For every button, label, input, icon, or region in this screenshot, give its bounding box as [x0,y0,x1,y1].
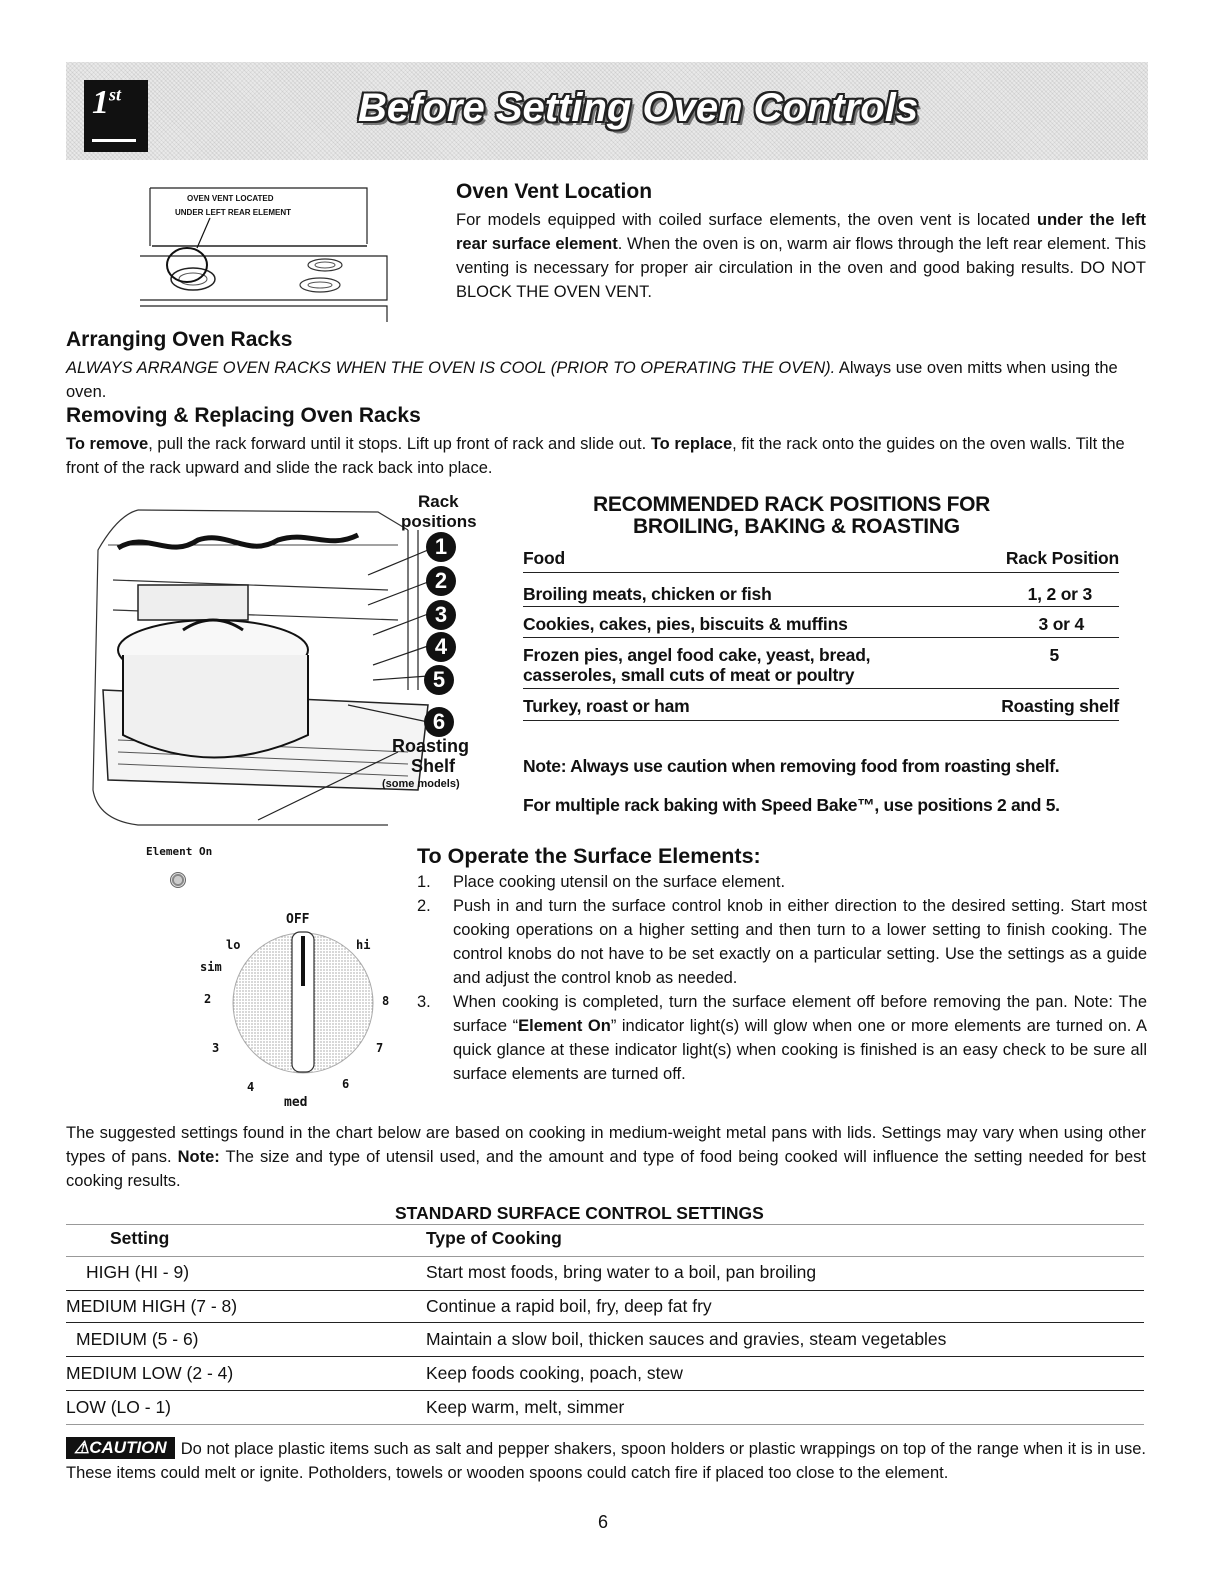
dial-3: 3 [212,1041,220,1055]
vent-caption-line2: UNDER LEFT REAR ELEMENT [175,208,291,217]
oven-vent-illustration [135,186,395,326]
suggested-settings-text: The suggested settings found in the chart below are based on cooking in medium-weight metal pans with lids. Settings may vary when using other types of pans. Note: The size and type of utensil used, and the amount and type of food being cooked will influence the setting needed for best cooking results. [66,1124,1146,1190]
element-on-indicator-icon [170,872,186,888]
dial-7: 7 [376,1041,384,1055]
standard-row: MEDIUM LOW (2 - 4) Keep foods cooking, poach, stew [66,1363,683,1383]
caution-badge: ⚠CAUTION [66,1437,175,1459]
element-on-label: Element On [146,845,213,858]
dial-off: OFF [286,912,310,927]
rack-position-4: 4 [426,632,456,662]
rack-position-2: 2 [426,566,456,596]
dial-sim: sim [200,960,222,974]
rack-position-6: 6 [424,707,454,737]
speed-bake-note: For multiple rack baking with Speed Bake™, use positions 2 and 5. [523,795,1060,815]
standard-row: HIGH (HI - 9) Start most foods, bring water to a boil, pan broiling [86,1262,817,1282]
recommended-header [523,548,1119,570]
rack-position-1: 1 [426,532,456,562]
recommended-title-2: BROILING, BAKING & ROASTING [633,515,960,538]
first-step-badge: 1st [84,80,148,152]
caution-text: ⚠CAUTION Do not place plastic items such as salt and pepper shakers, spoon holders or plastic wrappings on top of the range when it is in use. These items could melt or ignite. Potholders, towels or wooden spoons could catch fire if placed too close to the element. [66,1438,1146,1482]
dial-med: med [284,1095,308,1110]
standard-row: MEDIUM (5 - 6) Maintain a slow boil, thicken sauces and gravies, steam vegetables [76,1329,947,1349]
operate-steps [417,870,1147,1086]
dial-4: 4 [247,1080,255,1094]
control-knob[interactable] [230,930,376,1076]
oven-rack-illustration [78,490,498,830]
removing-text: To remove, pull the rack forward until it stops. Lift up front of rack and slide out. To replace, fit the rack onto the guides on the oven walls. Tilt the front of the rack upward and slide the rack back into place. [66,435,1125,477]
vent-caption-line1: OVEN VENT LOCATED [187,194,274,203]
dial-hi: hi [356,938,371,952]
dial-lo: lo [226,938,241,952]
col-food: Food [523,548,565,568]
shelf-label: Shelf [411,756,456,776]
some-models-label: (some models) [382,778,460,790]
roasting-label: Roasting [392,736,470,756]
recommended-row: Cookies, cakes, pies, biscuits & muffins 3 or 4 [523,614,1084,634]
removing-heading: Removing & Replacing Oven Racks [66,404,421,427]
page-number: 6 [598,1512,609,1532]
rack-position-5: 5 [424,665,454,695]
recommended-row: Turkey, roast or ham Roasting shelf [523,696,1119,716]
recommended-row: Frozen pies, angel food cake, yeast, bread, casseroles, small cuts of meat or poultry 5 [523,645,1059,685]
recommended-title-1: RECOMMENDED RACK POSITIONS FOR [593,493,991,516]
operate-heading: To Operate the Surface Elements: [417,844,761,868]
oven-vent-heading: Oven Vent Location [456,180,653,203]
operate-step: 2. Push in and turn the surface control knob in either direction to the desired setting. Start most cooking operations on a higher setting and then turn to a lower setting to finish cooking. The control knobs do not have to be set exactly on a particular setting. Use the settings as a guide and adjust the control knob as needed. [417,897,1147,987]
arranging-heading: Arranging Oven Racks [66,328,293,351]
col-rack-position: Rack Position [1005,548,1119,568]
operate-step: 3. When cooking is completed, turn the surface element off before removing the pan. Note: The surface “Element On” indicator light(s) will glow when one or more elements are turned on. A quick glance at these indicator light(s) when cooking is finished is an easy check to be sure all surface elements are turned off. [417,993,1148,1083]
dial-2: 2 [204,992,212,1006]
standard-settings-title: STANDARD SURFACE CONTROL SETTINGS [395,1203,764,1223]
oven-vent-text: For models equipped with coiled surface elements, the oven vent is located under the left rear surface element. When the oven is on, warm air flows through the left rear element. This venting is necessary for proper air circulation in the oven and good baking results. DO NOT BLOCK THE OVEN VENT. [456,211,1146,301]
rack-label: Rack [418,492,459,511]
standard-header: Setting Type of Cooking [110,1228,562,1248]
standard-row: MEDIUM HIGH (7 - 8) Continue a rapid boil, fry, deep fat fry [66,1296,712,1316]
operate-step: 1. Place cooking utensil on the surface element. [417,873,786,891]
page-title: Before Setting Oven Controls [358,86,919,130]
recommended-row: Broiling meats, chicken or fish 1, 2 or 3 [523,584,1092,604]
positions-label: positions [401,512,477,531]
arranging-text: ALWAYS ARRANGE OVEN RACKS WHEN THE OVEN IS COOL (PRIOR TO OPERATING THE OVEN). Always use oven mitts when using the oven. [66,359,1118,401]
standard-row: LOW (LO - 1) Keep warm, melt, simmer [66,1397,625,1417]
roasting-note: Note: Always use caution when removing food from roasting shelf. [523,756,1060,776]
dial-6: 6 [342,1077,350,1091]
dial-8: 8 [382,994,390,1008]
rack-position-3: 3 [426,600,456,630]
